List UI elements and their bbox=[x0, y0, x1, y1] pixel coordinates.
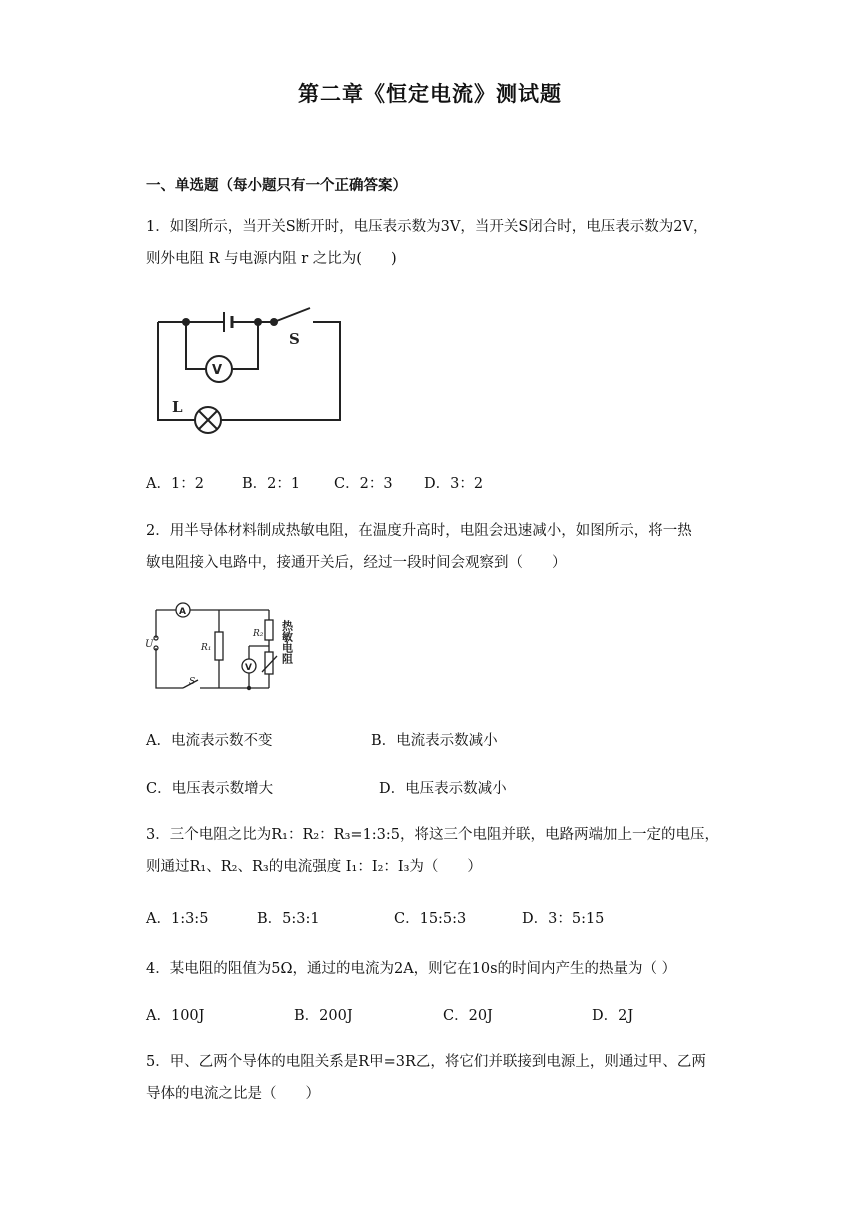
question-2-line-2: 敏电阻接入电路中，接通开关后，经过一段时间会观察到（ ） bbox=[146, 555, 567, 571]
question-5-line-2: 导体的电流之比是（ ） bbox=[146, 1086, 320, 1102]
q2-option-d[interactable]: D．电压表示数减小 bbox=[379, 781, 507, 797]
question-2-circuit-figure bbox=[145, 600, 305, 696]
q1-option-d[interactable]: D．3：2 bbox=[424, 476, 484, 492]
question-3-line-1: 3．三个电阻之比为R₁：R₂：R₃=1:3:5，将这三个电阻并联，电路两端加上一定的电压， bbox=[146, 827, 720, 843]
question-1-options bbox=[146, 472, 726, 494]
question-3-line-2: 则通过R₁、R₂、R₃的电流强度 I₁：I₂：I₃为（ ） bbox=[146, 859, 482, 875]
q2-option-a[interactable]: A．电流表示数不变 bbox=[146, 733, 273, 749]
q1-option-b[interactable]: B．2：1 bbox=[242, 476, 301, 492]
question-4-options bbox=[146, 1004, 726, 1026]
ammeter-label: A bbox=[179, 607, 186, 617]
voltmeter-label: V bbox=[212, 363, 223, 378]
question-2-options-row-1 bbox=[146, 729, 726, 751]
q3-option-c[interactable]: C．15:5:3 bbox=[394, 911, 467, 927]
question-5-line-1: 5．甲、乙两个导体的电阻关系是R甲=3R乙，将它们并联接到电源上，则通过甲、乙两 bbox=[146, 1054, 706, 1070]
q1-option-c[interactable]: C．2：3 bbox=[334, 476, 393, 492]
switch-label: S bbox=[289, 330, 300, 348]
q2-option-b[interactable]: B．电流表示数减小 bbox=[371, 733, 498, 749]
question-1-circuit-figure bbox=[150, 300, 350, 442]
r2-label: R₂ bbox=[253, 629, 264, 639]
q3-option-a[interactable]: A．1:3:5 bbox=[146, 911, 209, 927]
question-2-stem bbox=[146, 515, 726, 579]
question-3-stem bbox=[146, 819, 726, 883]
question-2-options-row-2 bbox=[146, 777, 726, 799]
q4-option-b[interactable]: B．200J bbox=[294, 1008, 353, 1024]
section-heading: 一、单选题（每小题只有一个正确答案） bbox=[146, 178, 407, 194]
r1-label: R₁ bbox=[201, 643, 212, 653]
question-4-stem bbox=[146, 953, 726, 985]
q3-option-d[interactable]: D．3：5:15 bbox=[522, 911, 605, 927]
question-5-stem bbox=[146, 1046, 726, 1110]
question-4-line-1: 4．某电阻的阻值为5Ω，通过的电流为2A，则它在10s的时间内产生的热量为（ ） bbox=[146, 961, 677, 977]
thermistor-label: 热敏电阻 bbox=[280, 620, 294, 664]
question-3-options bbox=[146, 907, 726, 929]
q3-option-b[interactable]: B．5:3:1 bbox=[257, 911, 320, 927]
q4-option-c[interactable]: C．20J bbox=[443, 1008, 493, 1024]
switch-label: S bbox=[189, 677, 196, 687]
lamp-label: L bbox=[172, 398, 183, 416]
source-label: U bbox=[145, 639, 154, 650]
question-1-line-1: 1．如图所示，当开关S断开时，电压表示数为3V，当开关S闭合时，电压表示数为2V， bbox=[146, 219, 708, 235]
q1-option-a[interactable]: A．1：2 bbox=[146, 476, 204, 492]
page-title: 第二章《恒定电流》测试题 bbox=[298, 82, 562, 106]
question-1-line-2: 则外电阻 R 与电源内阻 r 之比为( ) bbox=[146, 251, 397, 267]
question-2-line-1: 2．用半导体材料制成热敏电阻，在温度升高时，电阻会迅速减小，如图所示，将一热 bbox=[146, 523, 692, 539]
q4-option-d[interactable]: D．2J bbox=[592, 1008, 634, 1024]
question-1-stem bbox=[146, 211, 726, 275]
q4-option-a[interactable]: A．100J bbox=[146, 1008, 205, 1024]
q2-option-c[interactable]: C．电压表示数增大 bbox=[146, 781, 274, 797]
voltmeter-label: V bbox=[245, 663, 252, 673]
